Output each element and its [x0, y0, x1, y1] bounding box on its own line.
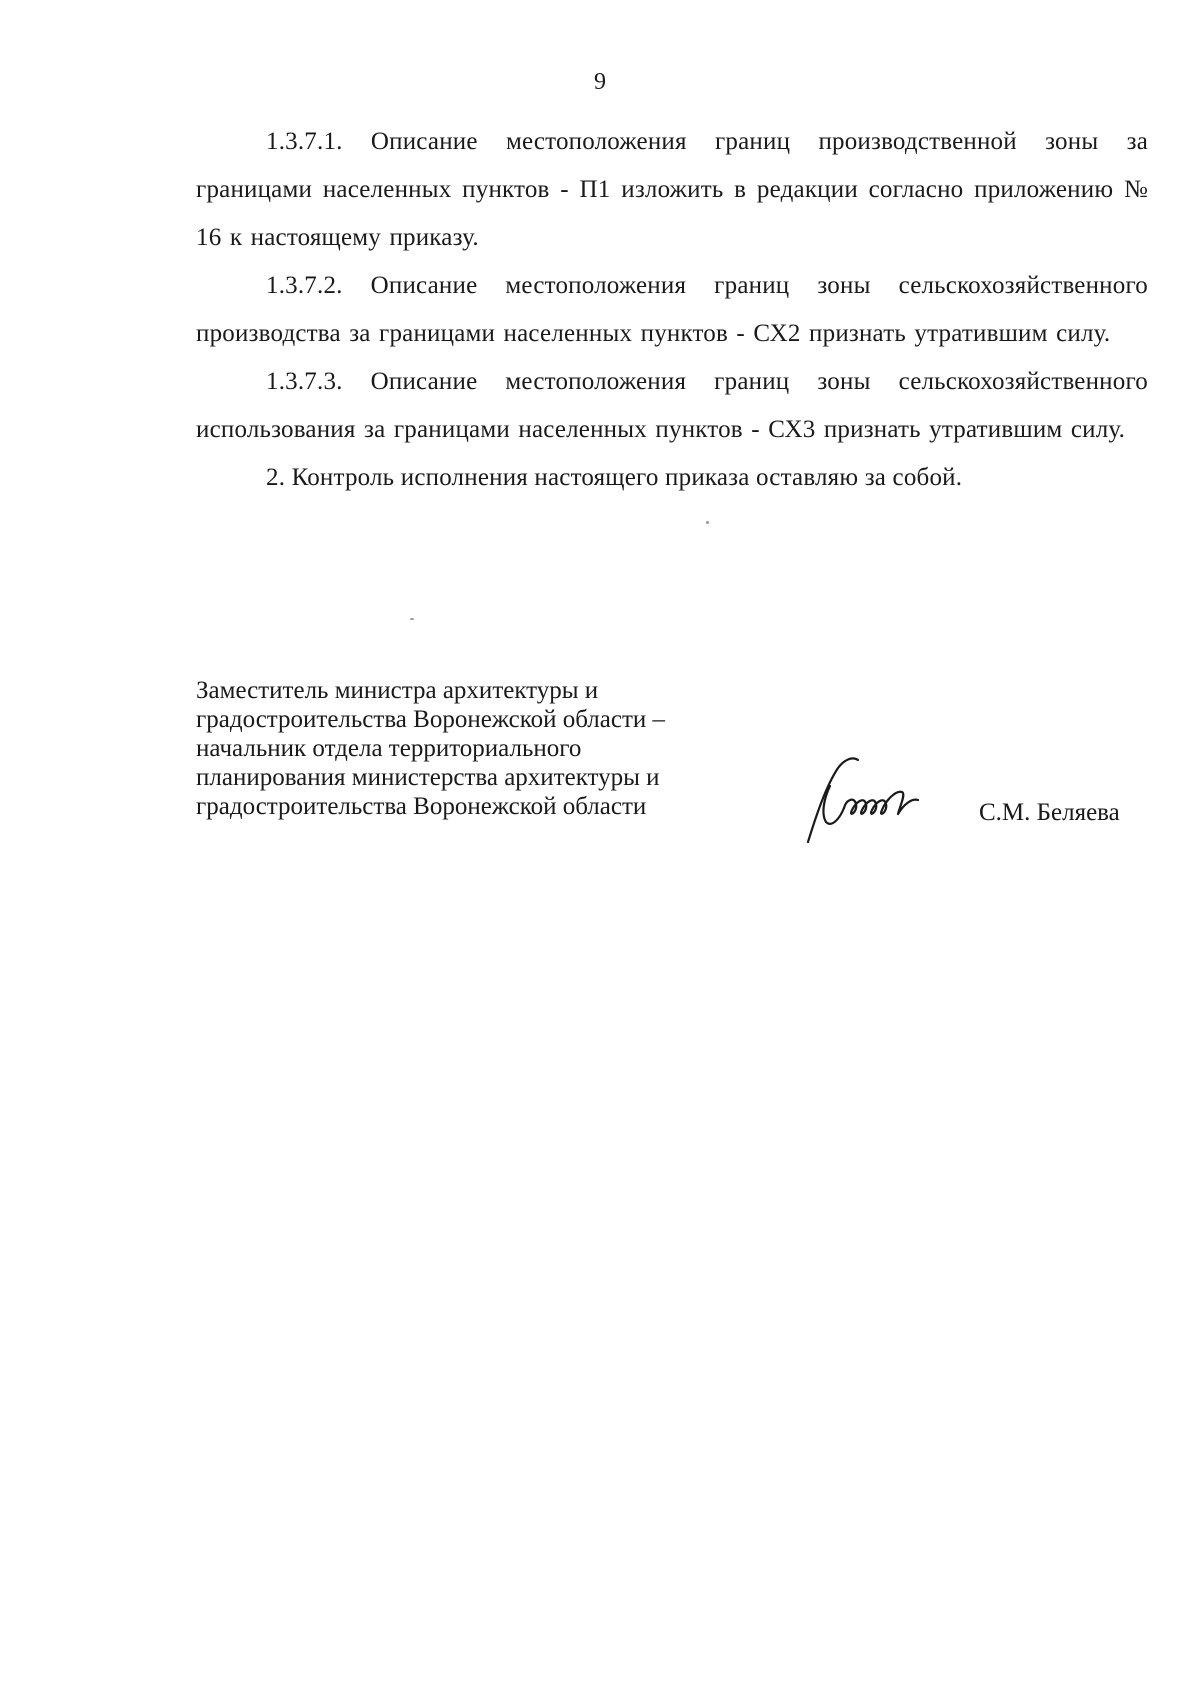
document-body: [196, 118, 1148, 502]
signer-name: С.М. Беляева: [979, 799, 1120, 826]
paragraph-1-3-7-3: 1.3.7.3. Описание местоположения границ зоны сельскохозяйственного использования за границами населенных пунктов - СХ3 признать утратившим силу.: [196, 368, 1148, 443]
paragraph-1-3-7-2: 1.3.7.2. Описание местоположения границ зоны сельскохозяйственного производства за границами населенных пунктов - СХ2 признать утратившим силу.: [196, 272, 1148, 347]
handwritten-signature: [786, 746, 966, 846]
signer-title-line: Заместитель министра архитектуры и: [196, 677, 599, 704]
page-number: 9: [594, 69, 606, 95]
paragraph-2-control: 2. Контроль исполнения настоящего приказа оставляю за собой.: [266, 464, 963, 491]
signer-title-line: градостроительства Воронежской области –: [196, 706, 666, 733]
signer-title: [196, 676, 756, 821]
scan-speck: [410, 618, 414, 620]
signature-block: [196, 676, 1148, 846]
signer-title-line: начальник отдела территориального: [196, 735, 582, 762]
signer-title-line: планирования министерства архитектуры и: [196, 764, 660, 791]
scan-speck: [706, 521, 709, 524]
paragraph-1-3-7-1: 1.3.7.1. Описание местоположения границ производственной зоны за границами населенных пунктов - П1 изложить в редакции согласно приложению № 16 к настоящему приказу.: [196, 128, 1148, 251]
signer-title-line: градостроительства Воронежской области: [196, 793, 647, 820]
